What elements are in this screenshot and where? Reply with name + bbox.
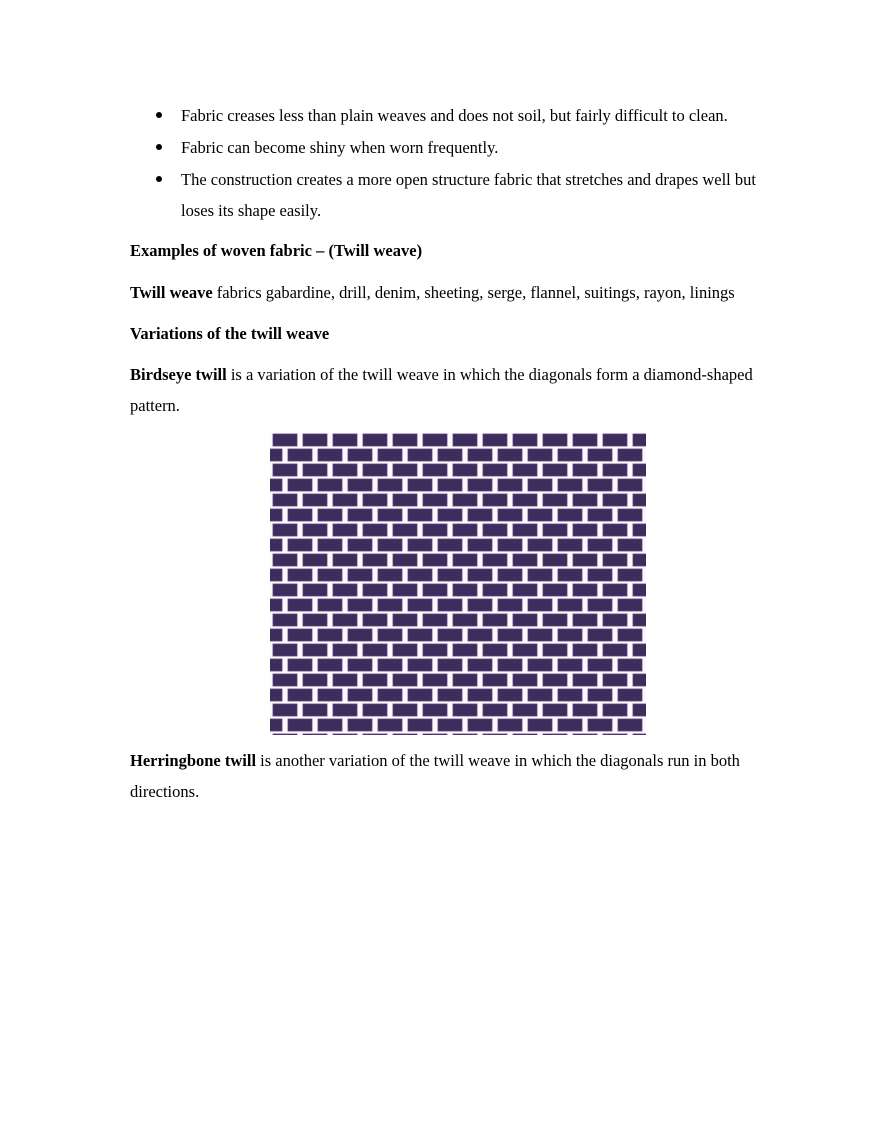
weave-block (468, 479, 492, 491)
weave-block (588, 449, 612, 461)
weave-block (453, 614, 477, 626)
weave-block (288, 689, 312, 701)
weave-block (303, 674, 327, 686)
weave-block (588, 509, 612, 521)
weave-block (483, 674, 507, 686)
weave-block (573, 584, 597, 596)
weave-block (603, 434, 627, 446)
weave-block (573, 674, 597, 686)
weave-block (468, 719, 492, 731)
weave-block (498, 569, 522, 581)
weave-block (588, 599, 612, 611)
weave-block (453, 704, 477, 716)
weave-block (498, 689, 522, 701)
weave-block (558, 569, 582, 581)
weave-block (573, 554, 597, 566)
weave-block (270, 629, 282, 641)
weave-block (318, 599, 342, 611)
weave-block (633, 734, 646, 735)
weave-block (288, 479, 312, 491)
weave-block (453, 554, 477, 566)
weave-block (588, 569, 612, 581)
weave-block (438, 689, 462, 701)
weave-block (558, 539, 582, 551)
weave-block (408, 599, 432, 611)
weave-block (303, 614, 327, 626)
weave-block (528, 509, 552, 521)
weave-block (633, 584, 646, 596)
weave-block (363, 644, 387, 656)
weave-block (393, 434, 417, 446)
weave-block (528, 599, 552, 611)
weave-block (423, 464, 447, 476)
weave-block (573, 614, 597, 626)
weave-block (408, 509, 432, 521)
weave-block (558, 509, 582, 521)
weave-block (438, 629, 462, 641)
weave-block (408, 659, 432, 671)
weave-block (318, 719, 342, 731)
weave-block (468, 539, 492, 551)
weave-block (303, 644, 327, 656)
weave-block (588, 659, 612, 671)
weave-block (438, 719, 462, 731)
weave-block (363, 554, 387, 566)
weave-block (270, 479, 282, 491)
weave-block (543, 704, 567, 716)
weave-block (468, 509, 492, 521)
weave-block (270, 509, 282, 521)
weave-block (333, 674, 357, 686)
weave-block (558, 719, 582, 731)
weave-block (483, 644, 507, 656)
weave-block (393, 494, 417, 506)
weave-block (348, 449, 372, 461)
weave-block (333, 614, 357, 626)
weave-block (618, 449, 642, 461)
bullet-text: The construction creates a more open structure fabric that stretches and drapes well but loses its shape easily. (181, 170, 756, 220)
weave-block (483, 464, 507, 476)
weave-block (363, 434, 387, 446)
weave-block (573, 524, 597, 536)
weave-block (318, 569, 342, 581)
weave-block (333, 524, 357, 536)
weave-block (288, 599, 312, 611)
weave-block (633, 644, 646, 656)
weave-block (483, 494, 507, 506)
weave-block (633, 494, 646, 506)
weave-block (423, 584, 447, 596)
weave-block (633, 704, 646, 716)
weave-block (393, 674, 417, 686)
weave-block (393, 704, 417, 716)
weave-block (438, 509, 462, 521)
weave-block (273, 524, 297, 536)
birdseye-paragraph (130, 359, 790, 421)
herringbone-paragraph (130, 745, 790, 807)
weave-block (573, 494, 597, 506)
bullet-text: Fabric can become shiny when worn frequently. (181, 138, 499, 157)
weave-block (303, 704, 327, 716)
weave-block (378, 599, 402, 611)
weave-block (348, 539, 372, 551)
weave-block (363, 734, 387, 735)
weave-block (528, 719, 552, 731)
weave-block (303, 734, 327, 735)
weave-block (573, 734, 597, 735)
weave-block (318, 479, 342, 491)
weave-block (408, 479, 432, 491)
weave-block (270, 599, 282, 611)
weave-block (528, 629, 552, 641)
weave-block (498, 659, 522, 671)
birdseye-text: is a variation of the twill weave in which the diagonals form a diamond-shaped pattern. (130, 365, 753, 415)
weave-block (423, 704, 447, 716)
weave-block (513, 674, 537, 686)
weave-block (543, 554, 567, 566)
weave-block (558, 599, 582, 611)
weave-block (288, 539, 312, 551)
weave-block (363, 704, 387, 716)
weave-block (273, 554, 297, 566)
bullet-icon (156, 144, 162, 150)
weave-block (408, 719, 432, 731)
weave-block (468, 599, 492, 611)
weave-block (513, 614, 537, 626)
weave-block (318, 689, 342, 701)
weave-block (408, 449, 432, 461)
birdseye-term: Birdseye twill (130, 365, 227, 384)
weave-block (318, 449, 342, 461)
weave-block (543, 584, 567, 596)
weave-block (603, 704, 627, 716)
weave-block (468, 449, 492, 461)
weave-block (543, 644, 567, 656)
twill-weave-paragraph (130, 277, 790, 308)
weave-block (270, 449, 282, 461)
weave-block (333, 494, 357, 506)
weave-block (438, 449, 462, 461)
weave-block (348, 599, 372, 611)
birdseye-twill-weave-image (270, 433, 646, 735)
weave-block (453, 464, 477, 476)
weave-block (498, 449, 522, 461)
weave-block (288, 569, 312, 581)
weave-block (513, 494, 537, 506)
weave-block (603, 614, 627, 626)
weave-block (303, 584, 327, 596)
weave-block (423, 674, 447, 686)
weave-block (363, 464, 387, 476)
weave-block (378, 629, 402, 641)
weave-block (588, 629, 612, 641)
weave-block (333, 734, 357, 735)
weave-block (468, 659, 492, 671)
weave-block (513, 464, 537, 476)
weave-block (618, 599, 642, 611)
weave-block (483, 734, 507, 735)
weave-block (363, 524, 387, 536)
weave-block (363, 674, 387, 686)
weave-block (573, 464, 597, 476)
weave-block (543, 524, 567, 536)
weave-block (633, 554, 646, 566)
weave-block (348, 629, 372, 641)
weave-block (318, 629, 342, 641)
weave-block (633, 674, 646, 686)
weave-block (378, 659, 402, 671)
weave-block (453, 584, 477, 596)
weave-block (393, 554, 417, 566)
weave-block (378, 509, 402, 521)
examples-heading: Examples of woven fabric – (Twill weave) (130, 241, 423, 260)
weave-block (543, 674, 567, 686)
weave-block (468, 569, 492, 581)
weave-block (453, 644, 477, 656)
weave-block (273, 674, 297, 686)
weave-block (423, 734, 447, 735)
weave-block (498, 509, 522, 521)
weave-block (543, 494, 567, 506)
weave-block (333, 434, 357, 446)
weave-block (498, 629, 522, 641)
weave-block (528, 449, 552, 461)
weave-block (513, 644, 537, 656)
weave-block (273, 614, 297, 626)
weave-block (378, 479, 402, 491)
weave-block (483, 614, 507, 626)
weave-block (303, 464, 327, 476)
weave-block (483, 524, 507, 536)
weave-block (363, 614, 387, 626)
weave-block (273, 494, 297, 506)
weave-block (423, 644, 447, 656)
weave-block (393, 584, 417, 596)
weave-block (453, 434, 477, 446)
weave-block (453, 674, 477, 686)
weave-block (333, 554, 357, 566)
herringbone-term: Herringbone twill (130, 751, 257, 770)
weave-block (333, 584, 357, 596)
bullet-item (130, 132, 790, 163)
weave-block (273, 644, 297, 656)
weave-block (363, 494, 387, 506)
weave-block (483, 584, 507, 596)
weave-block (603, 524, 627, 536)
weave-block (348, 569, 372, 581)
weave-block (603, 734, 627, 735)
weave-block (408, 569, 432, 581)
weave-block (333, 644, 357, 656)
weave-block (558, 689, 582, 701)
weave-block (528, 569, 552, 581)
weave-block (633, 434, 646, 446)
weave-block (618, 659, 642, 671)
weave-block (438, 539, 462, 551)
weave-block (573, 434, 597, 446)
weave-block (498, 599, 522, 611)
weave-block (618, 509, 642, 521)
weave-block (513, 584, 537, 596)
weave-block (273, 584, 297, 596)
weave-block (288, 629, 312, 641)
weave-block (588, 719, 612, 731)
bullet-icon (156, 112, 162, 118)
weave-block (438, 479, 462, 491)
weave-block (438, 599, 462, 611)
weave-block (348, 659, 372, 671)
weave-block (453, 494, 477, 506)
weave-block (393, 464, 417, 476)
weave-pattern-graphic (270, 433, 646, 735)
weave-block (363, 584, 387, 596)
weave-block (483, 554, 507, 566)
weave-block (573, 644, 597, 656)
weave-block (318, 659, 342, 671)
weave-block (618, 569, 642, 581)
weave-block (423, 524, 447, 536)
weave-block (588, 539, 612, 551)
weave-block (543, 464, 567, 476)
weave-block (318, 539, 342, 551)
weave-block (588, 689, 612, 701)
weave-block (288, 449, 312, 461)
weave-block (558, 449, 582, 461)
weave-block (633, 464, 646, 476)
weave-block (378, 539, 402, 551)
weave-block (513, 434, 537, 446)
weave-block (543, 614, 567, 626)
weave-block (528, 689, 552, 701)
weave-block (393, 644, 417, 656)
weave-block (603, 494, 627, 506)
weave-block (633, 614, 646, 626)
properties-bullet-list (130, 100, 790, 227)
weave-block (408, 629, 432, 641)
weave-block (273, 704, 297, 716)
weave-block (633, 524, 646, 536)
weave-block (303, 524, 327, 536)
weave-block (453, 524, 477, 536)
weave-block (438, 659, 462, 671)
weave-block (558, 659, 582, 671)
weave-block (273, 434, 297, 446)
weave-block (270, 539, 282, 551)
weave-block (528, 539, 552, 551)
weave-block (483, 704, 507, 716)
weave-block (543, 734, 567, 735)
weave-block (438, 569, 462, 581)
weave-block (423, 434, 447, 446)
weave-block (528, 479, 552, 491)
weave-block (288, 509, 312, 521)
weave-block (288, 719, 312, 731)
twill-weave-term: Twill weave (130, 283, 213, 302)
weave-block (408, 539, 432, 551)
weave-block (603, 644, 627, 656)
weave-block (423, 494, 447, 506)
weave-block (303, 434, 327, 446)
weave-block (348, 689, 372, 701)
herringbone-text: is another variation of the twill weave in which the diagonals run in both directions. (130, 751, 740, 801)
weave-block (303, 554, 327, 566)
weave-block (378, 449, 402, 461)
weave-block (513, 554, 537, 566)
weave-block (423, 614, 447, 626)
weave-block (270, 569, 282, 581)
weave-block (348, 719, 372, 731)
weave-block (468, 689, 492, 701)
weave-block (618, 719, 642, 731)
bullet-icon (156, 176, 162, 182)
weave-block (378, 569, 402, 581)
weave-block (423, 554, 447, 566)
weave-block (273, 734, 297, 735)
weave-block (588, 479, 612, 491)
weave-block (393, 734, 417, 735)
twill-weave-text: fabrics gabardine, drill, denim, sheeting, serge, flannel, suitings, rayon, linings (212, 283, 735, 302)
bullet-text: Fabric creases less than plain weaves and does not soil, but fairly difficult to clean. (181, 106, 728, 125)
weave-block (498, 719, 522, 731)
weave-block (543, 434, 567, 446)
weave-block (618, 539, 642, 551)
weave-block (558, 629, 582, 641)
weave-block (270, 689, 282, 701)
bullet-item (130, 100, 790, 131)
weave-block (498, 539, 522, 551)
weave-block (483, 434, 507, 446)
weave-block (468, 629, 492, 641)
weave-block (618, 629, 642, 641)
weave-block (603, 464, 627, 476)
weave-block (348, 479, 372, 491)
weave-block (333, 464, 357, 476)
weave-block (573, 704, 597, 716)
weave-block (333, 704, 357, 716)
weave-block (303, 494, 327, 506)
weave-block (603, 674, 627, 686)
weave-block (558, 479, 582, 491)
weave-block (378, 689, 402, 701)
weave-block (393, 524, 417, 536)
weave-block (618, 689, 642, 701)
weave-block (513, 734, 537, 735)
weave-block (270, 659, 282, 671)
weave-block (393, 614, 417, 626)
weave-block (378, 719, 402, 731)
weave-block (513, 704, 537, 716)
weave-block (270, 719, 282, 731)
weave-block (288, 659, 312, 671)
weave-block (318, 509, 342, 521)
weave-block (408, 689, 432, 701)
variations-heading: Variations of the twill weave (130, 324, 330, 343)
weave-block (528, 659, 552, 671)
weave-block (603, 584, 627, 596)
weave-block (513, 524, 537, 536)
weave-block (453, 734, 477, 735)
weave-block (348, 509, 372, 521)
weave-block (273, 464, 297, 476)
bullet-item (130, 164, 790, 226)
weave-block (618, 479, 642, 491)
weave-block (498, 479, 522, 491)
weave-block (603, 554, 627, 566)
